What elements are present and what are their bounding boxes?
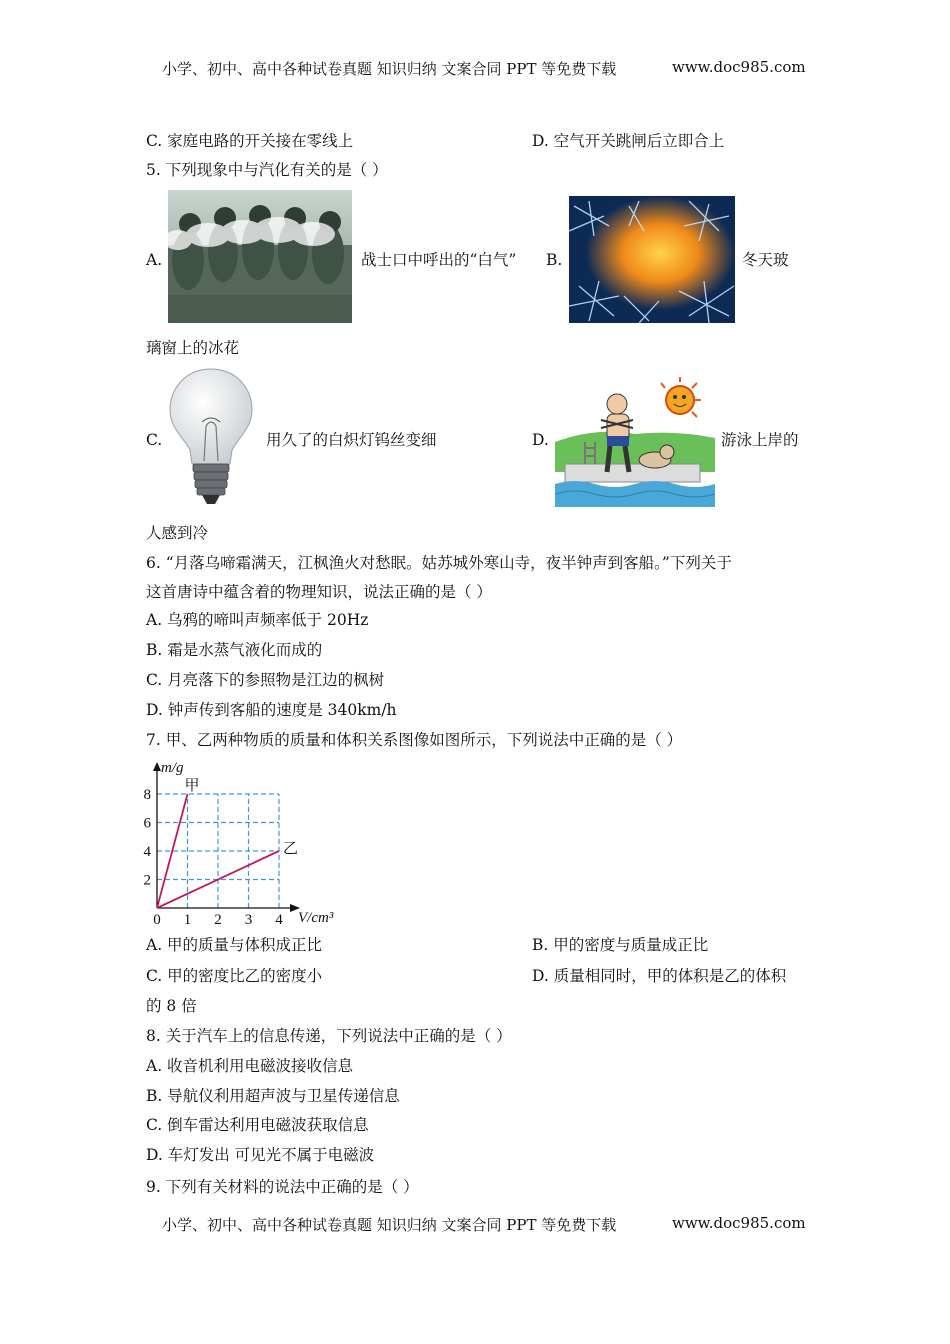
q5-d-letter: D.: [532, 431, 549, 449]
y-tick-label: 4: [143, 844, 151, 860]
q5-c-text: 用久了的白炽灯钨丝变细: [266, 431, 437, 449]
chart-grid: [157, 794, 279, 908]
x-tick-label: 4: [275, 912, 283, 928]
header-text: 小学、初中、高中各种试卷真题 知识归纳 文案合同 PPT 等免费下载: [162, 60, 617, 78]
q9-stem: 9. 下列有关材料的说法中正确的是（ ）: [146, 1178, 419, 1196]
x-tick-label: 3: [244, 912, 253, 928]
chart-labels: [144, 760, 334, 928]
q6-option-c: C. 月亮落下的参照物是江边的枫树: [146, 671, 385, 689]
q4-option-c: C. 家庭电路的开关接在零线上: [146, 132, 354, 150]
origin-label: 0: [153, 912, 161, 928]
y-axis-label: m/g: [161, 760, 184, 776]
q7-stem: 7. 甲、乙两种物质的质量和体积关系图像如图所示，下列说法中正确的是（ ）: [146, 731, 683, 749]
q5-a-letter: A.: [146, 251, 163, 269]
footer-text: 小学、初中、高中各种试卷真题 知识归纳 文案合同 PPT 等免费下载: [162, 1216, 617, 1234]
y-tick-label: 2: [143, 872, 151, 889]
y-tick-label: 6: [143, 815, 151, 832]
series-label-2: 乙: [283, 841, 299, 857]
q6-option-d: D. 钟声传到客船的速度是 340km/h: [146, 701, 397, 719]
q8-option-b: B. 导航仪利用超声波与卫星传递信息: [146, 1087, 400, 1105]
q6-stem-line1: 6. “月落乌啼霜满天，江枫渔火对愁眠。姑苏城外寒山寺，夜半钟声到客船。”下列关于: [146, 554, 732, 572]
soldiers-breath-photo: [168, 190, 352, 323]
mass-volume-chart: [140, 756, 350, 928]
q5-d-text-cont: 人感到冷: [146, 524, 209, 542]
q7-option-b: B. 甲的密度与质量成正比: [532, 936, 709, 954]
q7-option-d: D. 质量相同时，甲的体积是乙的体积: [532, 967, 787, 985]
q7-option-d-cont: 的 8 倍: [146, 997, 197, 1015]
x-axis-label: V/cm³: [298, 910, 334, 926]
header-url[interactable]: www.doc985.com: [672, 58, 806, 76]
q5-a-text: 战士口中呼出的“白气”: [361, 251, 517, 269]
q7-option-a: A. 甲的质量与体积成正比: [146, 936, 323, 954]
q5-stem: 5. 下列现象中与汽化有关的是（ ）: [146, 161, 388, 179]
q5-b-text: 冬天玻: [742, 251, 789, 269]
q5-b-letter: B.: [546, 251, 563, 269]
chart-axes: [153, 762, 300, 912]
light-bulb-image: [166, 366, 256, 508]
footer-url[interactable]: www.doc985.com: [672, 1214, 806, 1232]
q8-option-c: C. 倒车雷达利用电磁波获取信息: [146, 1116, 369, 1134]
q6-stem-line2: 这首唐诗中蕴含着的物理知识，说法正确的是（ ）: [146, 583, 492, 601]
q6-option-b: B. 霜是水蒸气液化而成的: [146, 641, 323, 659]
y-axis-arrow: [153, 762, 161, 771]
y-tick-label: 8: [143, 787, 151, 803]
q8-stem: 8. 关于汽车上的信息传递，下列说法中正确的是（ ）: [146, 1027, 512, 1045]
x-tick-label: 1: [183, 912, 192, 928]
frost-window-photo: [569, 196, 735, 323]
q6-option-a: A. 乌鸦的啼叫声频率低于 20Hz: [146, 611, 369, 629]
q5-c-letter: C.: [146, 431, 163, 449]
q8-option-a: A. 收音机利用电磁波接收信息: [146, 1057, 354, 1075]
q4-option-d: D. 空气开关跳闸后立即合上: [532, 132, 725, 150]
series-label-1: 甲: [184, 778, 200, 794]
swimmer-cartoon-image: [555, 372, 715, 507]
q7-option-c: C. 甲的密度比乙的密度小: [146, 967, 323, 985]
q8-option-d: D. 车灯发出 可见光不属于电磁波: [146, 1146, 375, 1164]
x-tick-label: 2: [214, 912, 222, 928]
q5-d-text: 游泳上岸的: [721, 431, 799, 449]
q5-b-text-cont: 璃窗上的冰花: [146, 339, 240, 357]
